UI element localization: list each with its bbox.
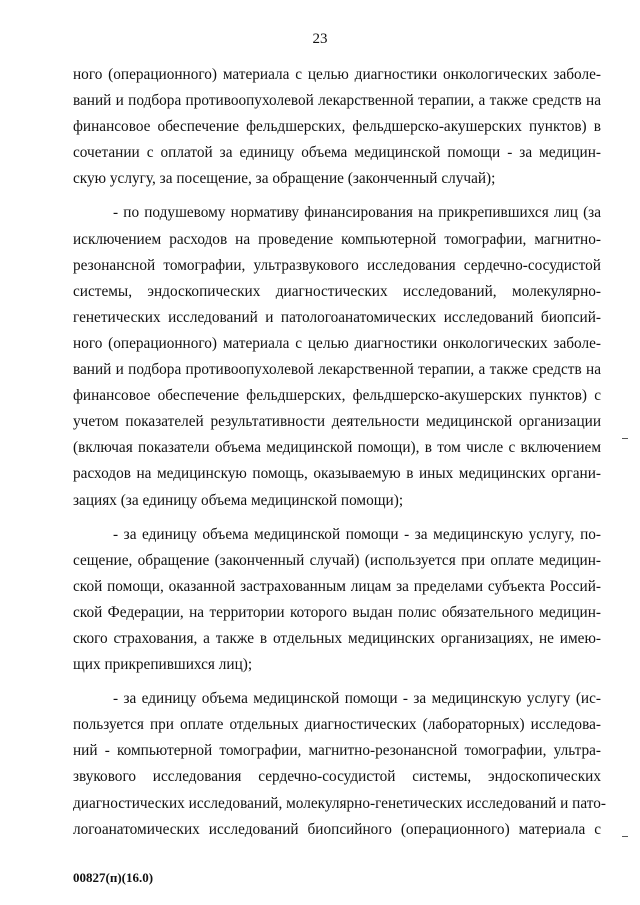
margin-mark — [622, 836, 628, 837]
text-line: учетом показателей результативности деятельности медицинской организации — [73, 413, 601, 431]
text-line: ской помощи, оказанной застрахованным лицам за пределами субъекта Россий- — [73, 577, 601, 595]
paragraph-gap — [73, 192, 601, 200]
text-line: звукового исследования сердечно-сосудистой системы, эндоскопических — [73, 768, 601, 786]
text-line: ного (операционного) материала с целью диагностики онкологических заболе- — [73, 66, 601, 83]
text-line: (включая показатели объема медицинской помощи), в том числе с включением — [73, 439, 601, 457]
paragraph — [73, 522, 601, 679]
text-line: - за единицу объема медицинской помощи - за медицинскую услугу (ис- — [113, 690, 601, 708]
text-line: сещение, обращение (законченный случай) (используется при оплате медицин- — [73, 551, 601, 569]
document-body — [73, 62, 606, 843]
text-line: исключением расходов на проведение компьютерной томографии, магнитно- — [73, 230, 601, 248]
text-line: ваний и подбора противоопухолевой лекарственной терапии, а также средств на — [73, 92, 601, 110]
text-line: сочетании с оплатой за единицу объема медицинской помощи - за медицин- — [73, 144, 601, 162]
text-line: - за единицу объема медицинской помощи - за медицинскую услугу, по- — [113, 525, 601, 543]
paragraph — [73, 686, 606, 843]
text-line: ского страхования, а также в отдельных медицинских организациях, не имею- — [73, 629, 601, 647]
text-line: - по подушевому нормативу финансирования на прикрепившихся лиц (за — [113, 204, 601, 222]
text-line: ного (операционного) материала с целью диагностики онкологических заболе- — [73, 334, 601, 352]
text-line: зациях (за единицу объема медицинской помощи); — [73, 491, 404, 509]
text-line: щих прикрепившихся лиц); — [73, 656, 253, 674]
paragraph — [73, 200, 601, 513]
text-line: ний - компьютерной томографии, магнитно-резонансной томографии, ультра- — [73, 742, 601, 760]
page-number: 23 — [312, 31, 328, 47]
document-code: 00827(п)(16.0) — [73, 870, 154, 885]
text-line: пользуется при оплате отдельных диагностических (лабораторных) исследова- — [73, 716, 601, 734]
paragraph — [73, 62, 601, 192]
text-line: ской Федерации, на территории которого выдан полис обязательного медицин- — [73, 603, 601, 621]
paragraph-gap — [73, 678, 601, 686]
text-line: диагностических исследований, молекулярно-генетических исследований и пато- — [73, 794, 606, 812]
text-line: генетических исследований и патологоанатомических исследований биопсий- — [73, 308, 601, 326]
text-line: системы, эндоскопических диагностических исследований, молекулярно- — [73, 282, 601, 300]
text-line: логоанатомических исследований биопсийного (операционного) материала с — [73, 820, 601, 838]
text-line: финансовое обеспечение фельдшерских, фельдшерско-акушерских пунктов) в — [73, 118, 601, 136]
text-line: скую услугу, за посещение, за обращение (законченный случай); — [73, 170, 496, 188]
text-line: финансовое обеспечение фельдшерских, фельдшерско-акушерских пунктов) с — [73, 387, 601, 405]
text-line: ваний и подбора противоопухолевой лекарственной терапии, а также средств на — [73, 361, 601, 379]
paragraph-gap — [73, 514, 601, 522]
text-line: расходов на медицинскую помощь, оказываемую в иных медицинских органи- — [73, 465, 601, 483]
text-line: резонансной томографии, ультразвукового исследования сердечно-сосудистой — [73, 256, 601, 274]
margin-mark — [622, 438, 628, 439]
